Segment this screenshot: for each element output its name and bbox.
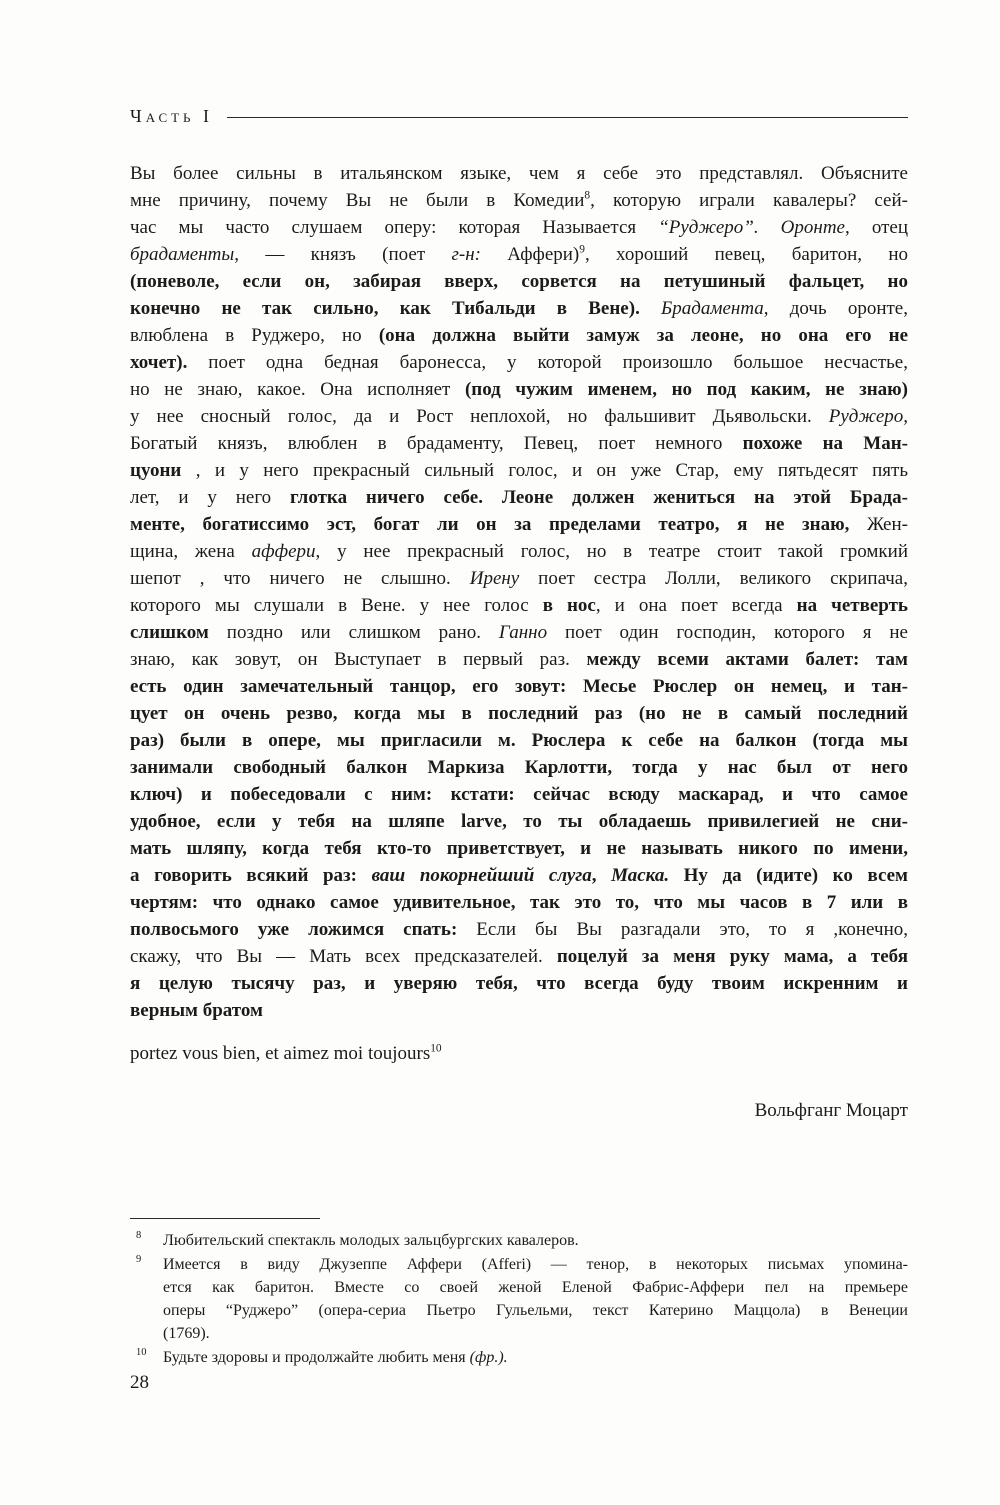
footnote-text — [163, 1253, 908, 1345]
text-line — [130, 835, 908, 862]
text-line — [130, 970, 908, 997]
text-segment: ваш покорнейший слуга — [371, 865, 592, 886]
text-segment: раз) были в опере, мы пригласили м. Рюслера к себе на балкон (тогда мы — [130, 730, 908, 751]
text-segment: цует он очень резво, когда мы в последний раз (но не в самый последний — [130, 703, 908, 724]
text-segment: Ганно — [498, 622, 548, 643]
footnote-text — [163, 1229, 908, 1252]
header-rule — [227, 117, 908, 118]
text-segment: удобное, если у тебя на шляпе larve, то ты обладаешь привилегией не сни- — [130, 811, 908, 832]
footnote-text — [163, 1346, 908, 1369]
text-line — [130, 160, 908, 187]
text-line — [130, 322, 908, 349]
text-segment: Маска. — [611, 865, 670, 886]
text-line — [130, 511, 908, 538]
text-segment: , и она поет всегда — [595, 595, 797, 616]
page-header — [130, 106, 908, 127]
text-segment: Любительский спектакль молодых зальцбургских кавалеров. — [163, 1232, 579, 1249]
text-segment: у нее сносный голос, да и Рост неплохой, но фальшивит Дьявольски. — [130, 406, 829, 427]
letter-signature: Вольфганг Моцарт — [754, 1100, 908, 1121]
text-segment: слишком — [130, 622, 209, 643]
text-line — [130, 673, 908, 700]
footnote-reference: 8 — [584, 189, 591, 202]
text-segment: полвосьмого уже ложимся спать: — [130, 919, 458, 940]
footnote-number: 8 — [136, 1230, 142, 1241]
text-segment: цуони — [130, 460, 196, 481]
text-segment: Ну да (идите) ко всем — [669, 865, 908, 886]
text-segment: занимали свободный балкон Маркиза Карлотти, тогда у нас был от него — [130, 757, 908, 778]
text-segment: portez vous bien, et aimez moi toujours — [130, 1043, 431, 1064]
text-segment: влюблена в Руджеро, но — [130, 325, 379, 346]
footnote-8 — [130, 1229, 908, 1252]
text-segment: в нос — [542, 595, 596, 616]
text-segment: поет одна бедная баронесса, у которой произошло большое несчастье, — [187, 352, 908, 373]
text-segment: оперы “Руджеро” (опера-сериа Пьетро Гульельми, текст Катерино Маццола) в Венеции — [163, 1302, 908, 1319]
text-line — [130, 376, 908, 403]
text-segment: Брадамента — [661, 298, 764, 319]
footnote-number: 10 — [136, 1347, 147, 1358]
text-line — [130, 484, 908, 511]
letter-closing — [130, 1040, 908, 1067]
text-segment: ется как баритон. Вместе со своей женой Еленой Фабрис-Аффери пел на премьере — [163, 1279, 908, 1296]
text-segment: мать шляпу, когда тебя кто-то приветствует, и не называть никого по имени, — [130, 838, 908, 859]
text-line — [130, 538, 908, 565]
text-segment: но не знаю, какое. Она исполняет — [130, 379, 465, 400]
footnote-reference: 9 — [579, 243, 585, 256]
text-segment: брадаменты — [130, 244, 235, 265]
text-segment: между всеми актами балет: там — [586, 649, 908, 670]
text-line — [163, 1299, 908, 1322]
text-segment: , дочь оронте, — [763, 298, 908, 319]
text-segment: Если бы Вы разгадали это, то я ,конечно, — [457, 919, 908, 940]
text-segment: поцелуй за меня руку мама, а тебя — [556, 946, 908, 967]
text-line — [130, 241, 908, 268]
letter-body — [130, 160, 908, 1024]
text-segment: поздно или слишком рано. — [208, 622, 499, 643]
text-segment: которого мы слушали в Вене. у нее голос — [130, 595, 543, 616]
text-segment: аффери — [251, 541, 316, 562]
text-segment: , которую играли кавалеры? сей- — [590, 190, 908, 211]
text-line — [130, 214, 908, 241]
text-line — [130, 295, 908, 322]
text-line — [130, 781, 908, 808]
text-segment: верным братом — [130, 1000, 263, 1021]
text-line — [130, 565, 908, 592]
text-segment: мне причину, почему Вы не были в Комедии — [130, 190, 585, 211]
text-segment: час мы часто слушаем оперу: которая Называется — [130, 217, 659, 238]
text-line — [163, 1253, 908, 1276]
text-segment: г-н: — [451, 244, 481, 265]
text-segment: Аффери) — [480, 244, 580, 265]
text-segment: (фр.). — [469, 1349, 508, 1366]
text-segment: Вы более сильны в итальянском языке, чем я себе это представлял. Объясните — [130, 163, 908, 184]
text-segment: (1769). — [163, 1325, 210, 1342]
text-segment: , хороший певец, баритон, но — [584, 244, 909, 265]
footnote-9 — [130, 1253, 908, 1345]
text-segment: чертям: что однако самое удивительное, так это то, что мы часов в 7 или в — [130, 892, 908, 913]
text-line — [130, 862, 908, 889]
footnote-reference: 10 — [430, 1042, 442, 1055]
text-line — [130, 997, 908, 1024]
text-segment: Будьте здоровы и продолжайте любить меня — [163, 1349, 470, 1366]
text-segment: , — князъ (поет — [234, 244, 452, 265]
text-segment: знаю, как зовут, он Выступает в первый раз. — [130, 649, 587, 670]
text-segment: Руджеро, — [828, 406, 908, 427]
footnote-divider — [130, 1218, 320, 1219]
text-segment: поет сестра Лолли, великого скрипача, — [519, 568, 908, 589]
text-line — [130, 430, 908, 457]
text-line — [163, 1276, 908, 1299]
text-segment: глотка ничего себе. Леоне должен жениться на этой Брада- — [290, 487, 908, 508]
text-segment: , и у него прекрасный сильный голос, и он уже Стар, ему пятьдесят пять — [195, 460, 908, 481]
letter-text — [130, 160, 908, 1143]
text-line — [130, 727, 908, 754]
text-segment: (под чужим именем, но под каким, не знаю) — [464, 379, 908, 400]
text-line — [130, 808, 908, 835]
text-line — [130, 700, 908, 727]
text-line — [130, 889, 908, 916]
text-segment: “Руджеро”. Оронте — [658, 217, 845, 238]
text-line — [130, 754, 908, 781]
text-segment: а говорить всякий раз: — [130, 865, 372, 886]
chapter-title: Часть I — [130, 106, 214, 126]
text-segment: скажу, что Вы — Мать всех предсказателей. — [130, 946, 557, 967]
text-segment: хочет). — [130, 352, 188, 373]
text-segment: ключ) и побеседовали с ним: кстати: сейчас всюду маскарад, и что самое — [130, 784, 908, 805]
text-segment: шепот , что ничего не слышно. — [130, 568, 470, 589]
footnote-10 — [130, 1346, 908, 1369]
text-segment: (она должна выйти замуж за леоне, но она его не — [378, 325, 909, 346]
text-segment — [640, 298, 661, 319]
text-line — [130, 457, 908, 484]
text-line — [163, 1322, 908, 1345]
text-segment: Имеется в виду Джузеппе Аффери (Afferi) — тенор, в некоторых письмах упомина- — [163, 1256, 908, 1273]
footnote-number: 9 — [136, 1254, 142, 1265]
text-segment: менте, богатиссимо эст, богат ли он за пределами театро, я не знаю, — [130, 514, 850, 535]
text-segment: Богатый князъ, влюблен в брадаменту, Певец, поет немного — [130, 433, 743, 454]
text-line — [130, 619, 908, 646]
text-segment: щина, жена — [130, 541, 252, 562]
text-segment: Ирену — [469, 568, 520, 589]
text-line — [130, 403, 908, 430]
text-segment: , у нее прекрасный голос, но в театре стоит такой громкий — [315, 541, 908, 562]
footnote-section — [130, 1218, 908, 1370]
text-line — [130, 349, 908, 376]
text-segment: похоже на Ман- — [742, 433, 908, 454]
text-segment: (поневоле, если он, забирая вверх, сорвется на петушиный фальцет, но — [130, 271, 908, 292]
text-segment: , отец — [844, 217, 908, 238]
text-segment: , — [591, 865, 612, 886]
page-number: 28 — [130, 1372, 149, 1393]
text-segment: Жен- — [849, 514, 908, 535]
text-line — [130, 187, 908, 214]
text-line — [163, 1346, 908, 1369]
text-line — [163, 1229, 908, 1252]
text-segment: поет один господин, которого я не — [547, 622, 908, 643]
text-segment: лет, и у него — [130, 487, 290, 508]
text-segment: я целую тысячу раз, и уверяю тебя, что всегда буду твоим искренним и — [130, 973, 908, 994]
text-line — [130, 592, 908, 619]
text-segment: на четверть — [796, 595, 908, 616]
text-line — [130, 646, 908, 673]
text-segment: конечно не так сильно, как Тибальди в Вене). — [130, 298, 640, 319]
text-line — [130, 916, 908, 943]
text-line — [130, 268, 908, 295]
text-segment: есть один замечательный танцор, его зовут: Месье Рюслер он немец, и тан- — [130, 676, 908, 697]
text-line — [130, 943, 908, 970]
